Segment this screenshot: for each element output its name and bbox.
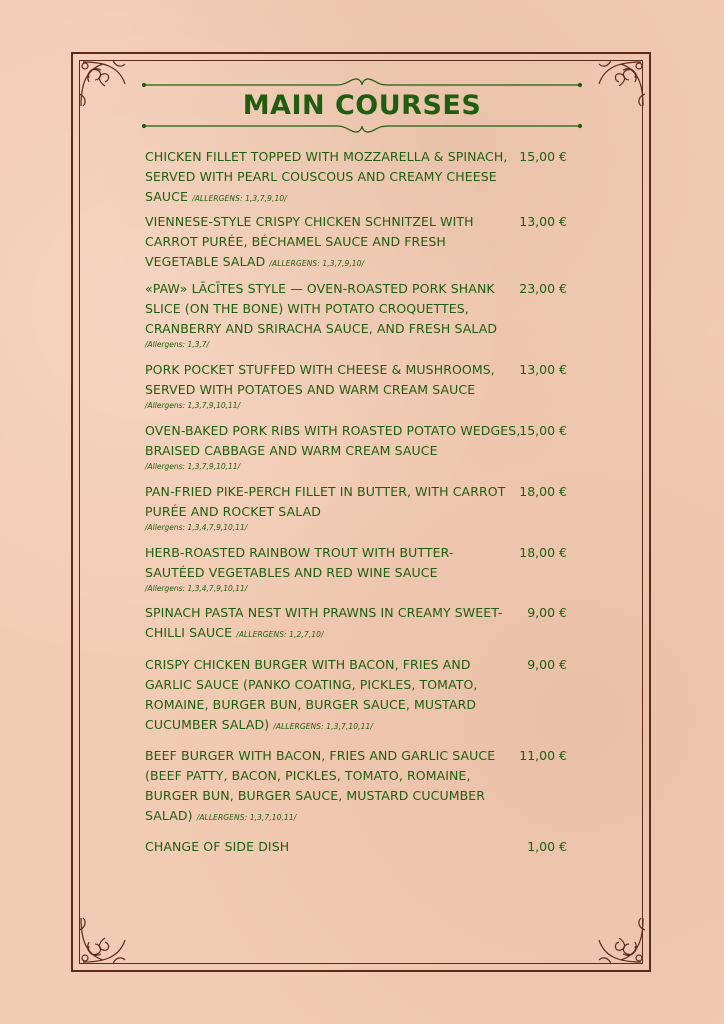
dish-name: BEEF BURGER WITH BACON, FRIES AND GARLIC SAUCE (BEEF PATTY, BACON, PICKLES, TOMATO, ROMAINE, BURGER BUN, BURGER SAUCE, MUSTARD CUCUMBER SALAD) /ALLERGENS: 1,3,7,10,11/ [145, 748, 496, 823]
allergens-note: /ALLERGENS: 1,3,7,10,11/ [196, 813, 297, 822]
dish-price: 11,00 € [519, 748, 567, 763]
page-title: MAIN COURSES [242, 90, 482, 121]
flourish-corner-icon [75, 910, 133, 968]
dish-price: 15,00 € [519, 149, 567, 164]
allergens-note: /ALLERGENS: 1,3,7,9,10/ [269, 259, 365, 268]
menu-item [145, 837, 575, 857]
dish-name: SPINACH PASTA NEST WITH PRAWNS IN CREAMY SWEET-CHILLI SAUCE /ALLERGENS: 1,2,7,10/ [145, 605, 503, 640]
menu-item [145, 746, 575, 826]
menu-item [145, 482, 575, 534]
dish-price: 13,00 € [519, 362, 567, 377]
menu-item [145, 655, 575, 735]
menu-item [145, 421, 575, 473]
dish-name: HERB-ROASTED RAINBOW TROUT WITH BUTTER-SAUTÉED VEGETABLES AND RED WINE SAUCE [145, 545, 454, 580]
allergens-note: /Allergens: 1,3,4,7,9,10,11/ [145, 584, 248, 593]
dish-price: 9,00 € [527, 605, 567, 620]
dish-price: 18,00 € [519, 545, 567, 560]
allergens-note: /Allergens: 1,3,4,7,9,10,11/ [145, 523, 248, 532]
menu-item [145, 212, 575, 272]
dish-price: 18,00 € [519, 484, 567, 499]
dish-price: 15,00 € [519, 423, 567, 438]
dish-name: PAN-FRIED PIKE-PERCH FILLET IN BUTTER, WITH CARROT PURÉE AND ROCKET SALAD [145, 484, 506, 519]
flourish-corner-icon [591, 910, 649, 968]
dish-name: «PAW» LĀCĪTES STYLE — OVEN-ROASTED PORK SHANK SLICE (ON THE BONE) WITH POTATO CROQUETTES, CRANBERRY AND SRIRACHA SAUCE, AND FRESH SALAD [145, 281, 498, 336]
menu-item [145, 543, 575, 595]
menu-item [145, 147, 575, 207]
dish-name: CHICKEN FILLET TOPPED WITH MOZZARELLA & SPINACH, SERVED WITH PEARL COUSCOUS AND CREAMY CHEESE SAUCE /ALLERGENS: 1,3,7,9,10/ [145, 149, 508, 204]
allergens-note: /ALLERGENS: 1,3,7,9,10/ [192, 194, 287, 203]
allergens-note: /ALLERGENS: 1,3,7,10,11/ [273, 722, 373, 731]
dish-name: CHANGE OF SIDE DISH [145, 839, 290, 854]
dish-name: VIENNESE-STYLE CRISPY CHICKEN SCHNITZEL WITH CARROT PURÉE, BÉCHAMEL SAUCE AND FRESH VEGETABLE SALAD /ALLERGENS: 1,3,7,9,10/ [145, 214, 474, 269]
menu-item [145, 360, 575, 412]
dish-price: 13,00 € [519, 214, 567, 229]
allergens-note: /Allergens: 1,3,7,9,10,11/ [145, 462, 241, 471]
dish-price: 9,00 € [527, 657, 567, 672]
dish-price: 23,00 € [519, 281, 567, 296]
dish-name: OVEN-BAKED PORK RIBS WITH ROASTED POTATO WEDGES, BRAISED CABBAGE AND WARM CREAM SAUCE [145, 423, 521, 458]
allergens-note: /Allergens: 1,3,7/ [145, 340, 210, 349]
menu-item [145, 603, 575, 643]
menu-item [145, 279, 575, 351]
title-scroll-rule-icon [142, 120, 582, 134]
allergens-note: /Allergens: 1,3,7,9,10,11/ [145, 401, 241, 410]
dish-price: 1,00 € [527, 839, 567, 854]
dish-name: PORK POCKET STUFFED WITH CHEESE & MUSHROOMS, SERVED WITH POTATOES AND WARM CREAM SAUCE [145, 362, 495, 397]
dish-name: CRISPY CHICKEN BURGER WITH BACON, FRIES AND GARLIC SAUCE (PANKO COATING, PICKLES, TOMATO, ROMAINE, BURGER BUN, BURGER SAUCE, MUSTARD CUCUMBER SALAD) /ALLERGENS: 1,3,7,10,11/ [145, 657, 478, 732]
flourish-corner-icon [591, 56, 649, 114]
allergens-note: /ALLERGENS: 1,2,7,10/ [236, 630, 324, 639]
flourish-corner-icon [75, 56, 133, 114]
